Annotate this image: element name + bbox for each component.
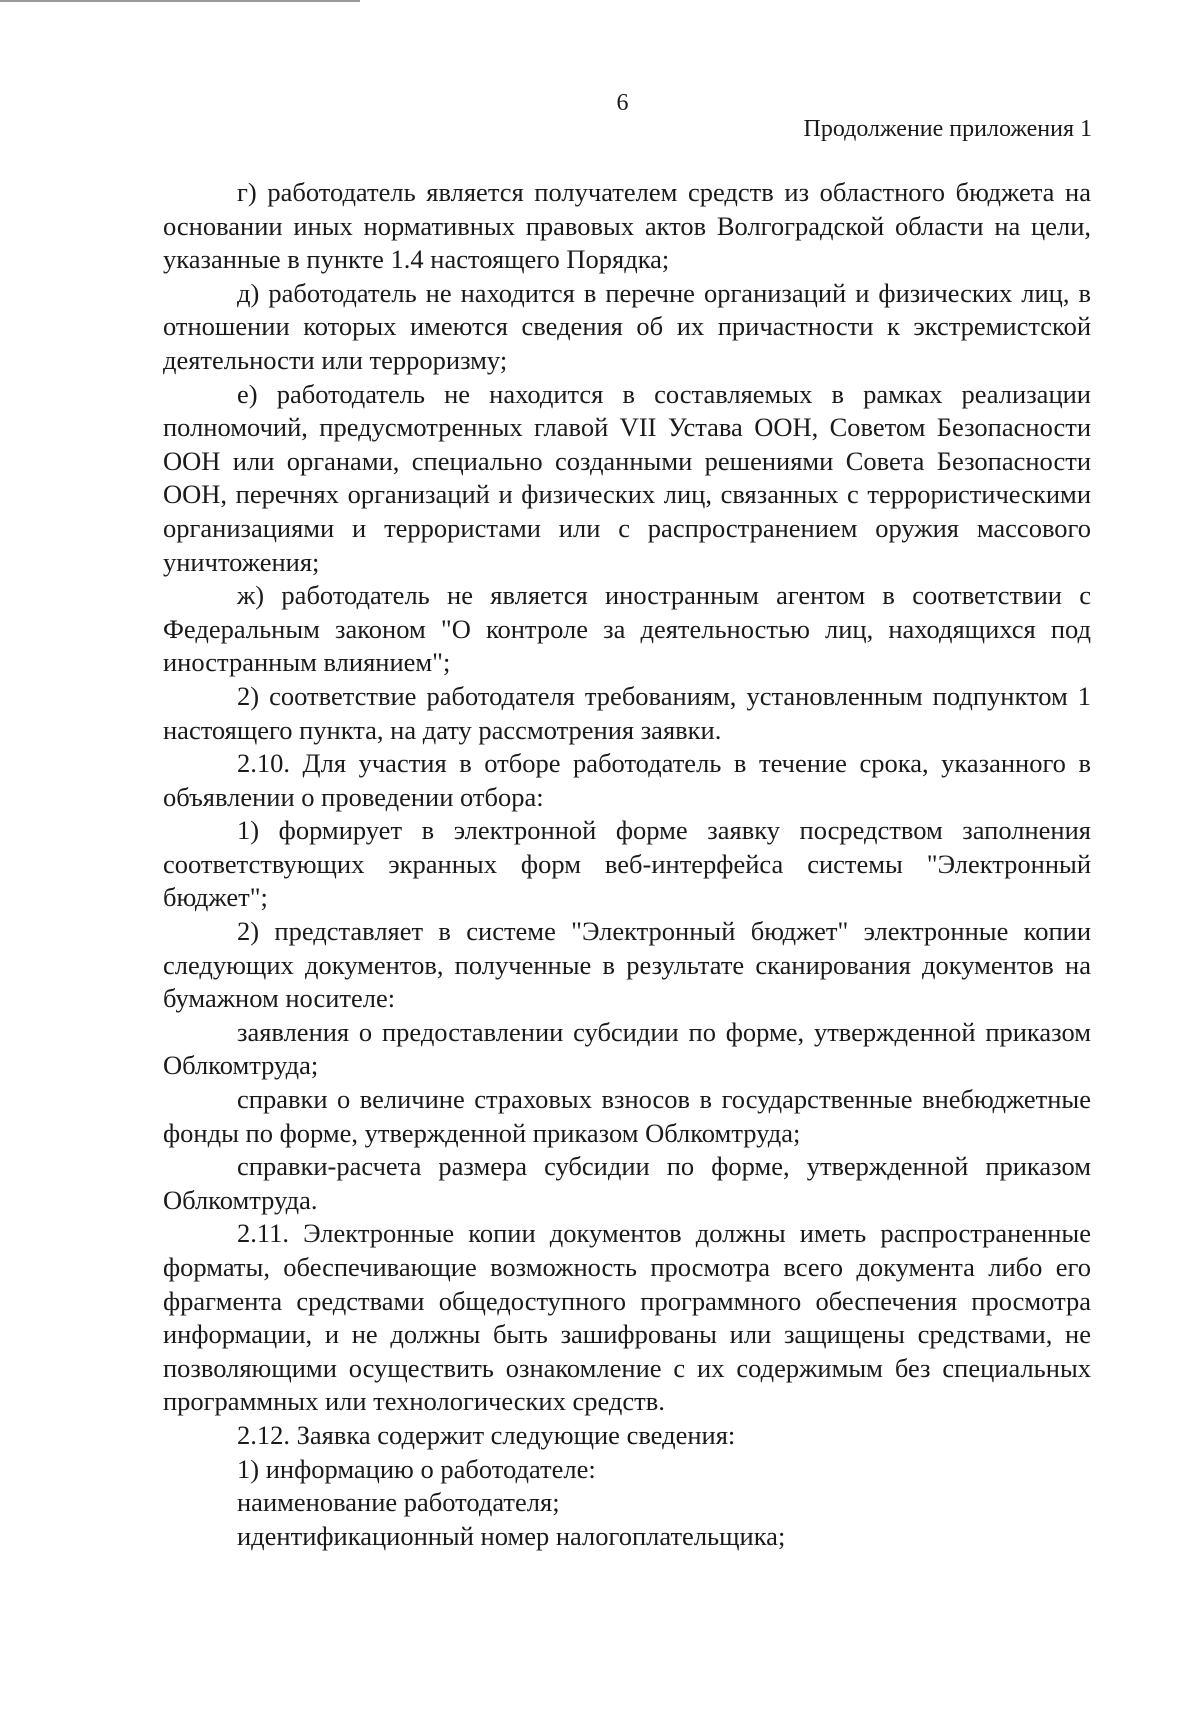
paragraph-2-10-item-1: 1) формирует в электронной форме заявку посредством заполнения соответствующих экранных форм веб-интерфейса системы "Электронный бюджет";	[163, 815, 1091, 913]
paragraph-insurance-certificate: справки о величине страховых взносов в государственные внебюджетные фонды по форме, утвержденной приказом Облкомтруда;	[163, 1084, 1091, 1148]
page-number: 6	[616, 90, 629, 116]
paragraph-g: г) работодатель является получателем средств из областного бюджета на основании иных нормативных правовых актов Волгоградской области на цели, указанные в пункте 1.4 настоящего Порядка;	[163, 177, 1091, 275]
appendix-continuation-note: Продолжение приложения 1	[803, 116, 1092, 142]
paragraph-2-10-item-2: 2) представляет в системе "Электронный бюджет" электронные копии следующих документов, полученные в результате сканирования документов на бумажном носителе:	[163, 916, 1091, 1014]
paragraph-2-12-item-1: 1) информацию о работодателе:	[237, 1453, 596, 1484]
paragraph-2-11: 2.11. Электронные копии документов должны иметь распространенные форматы, обеспечивающие возможность просмотра всего документа либо его фрагмента средствами общедоступного программного обеспечения просмотра информации, и не должны быть зашифрованы или защищены средствами, не позволяющими осуществить ознакомление с их содержимым без специальных программных или технологических средств.	[163, 1218, 1091, 1417]
paragraph-item-2-compliance: 2) соответствие работодателя требованиям, установленным подпунктом 1 настоящего пункта, на дату рассмотрения заявки.	[163, 680, 1091, 745]
document-body	[163, 176, 1091, 1553]
paragraph-application-statement: заявления о предоставлении субсидии по форме, утвержденной приказом Облкомтруда;	[163, 1016, 1091, 1081]
paragraph-taxpayer-id: идентификационный номер налогоплательщика;	[237, 1520, 786, 1551]
paragraph-employer-name: наименование работодателя;	[237, 1487, 560, 1518]
paragraph-subsidy-calculation: справки-расчета размера субсидии по форме, утвержденной приказом Облкомтруда.	[163, 1151, 1091, 1215]
paragraph-zh: ж) работодатель не является иностранным агентом в соответствии с Федеральным законом "О контроле за деятельностью лиц, находящихся под иностранным влиянием";	[163, 580, 1091, 678]
scan-edge-line	[0, 0, 360, 2]
paragraph-2-10: 2.10. Для участия в отборе работодатель в течение срока, указанного в объявлении о проведении отбора:	[163, 748, 1091, 812]
paragraph-e: е) работодатель не находится в составляемых в рамках реализации полномочий, предусмотренных главой VII Устава ООН, Советом Безопасности ООН или органами, специально созданными решениями Совета Безопасности ООН, перечнях организаций и физических лиц, связанных с террористическими организациями и террористами или с распространением оружия массового уничтожения;	[163, 378, 1091, 577]
paragraph-d: д) работодатель не находится в перечне организаций и физических лиц, в отношении которых имеются сведения об их причастности к экстремистской деятельности или терроризму;	[163, 277, 1091, 375]
paragraph-2-12: 2.12. Заявка содержит следующие сведения:	[237, 1419, 736, 1450]
